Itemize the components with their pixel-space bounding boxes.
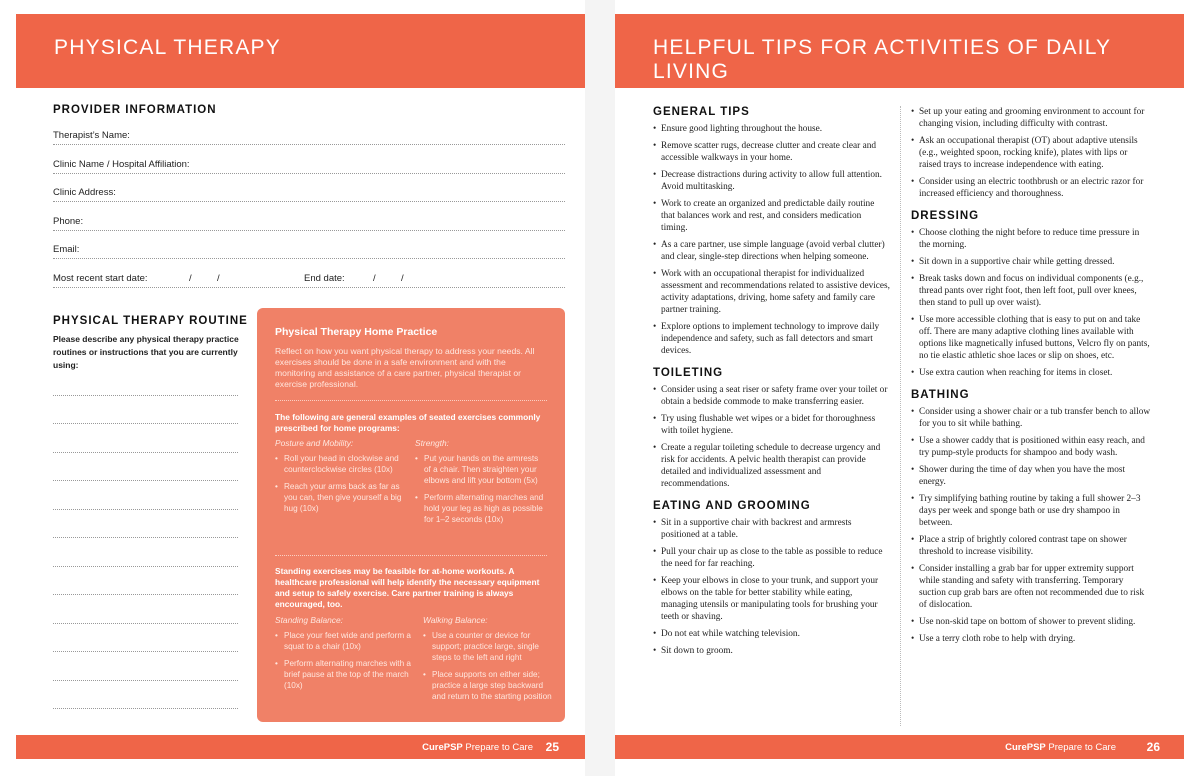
list-item: • Pull your chair up as close to the table as possible to reduce the need for far reaching. [653,546,890,570]
brand-tagline: Prepare to Care [462,742,533,753]
walking-list [423,630,557,708]
general-tips-heading: GENERAL TIPS [653,106,750,118]
brand-name: CurePSP [422,742,463,753]
footer-brand [1005,742,1116,753]
page-25 [0,0,585,776]
list-item: • Put your hands on the armrests of a chair. Then straighten your elbows and lift your bottom (5x) [415,453,547,486]
posture-label: Posture and Mobility: [275,438,354,448]
list-item: • Try simplifying bathing routine by taking a full shower 2–3 days per week and sponge bath or use dry shampoo in between. [911,493,1151,529]
column-divider [900,106,901,726]
list-item: • Set up your eating and grooming environment to account for changing vision, including difficulty with contrast. [911,106,1151,130]
list-item: • Break tasks down and focus on individual components (e.g., thread pants over right foot, then left foot, pull over knees, then stand to pull up over waist). [911,273,1151,309]
field-label: Email: [53,244,80,255]
field-label: Therapist’s Name: [53,130,130,141]
eating-grooming-heading: EATING AND GROOMING [653,500,811,512]
end-date-label: End date: [304,273,345,284]
list-item: • Roll your head in clockwise and counterclockwise circles (10x) [275,453,405,475]
list-item: • Work to create an organized and predictable daily routine that balances work and rest, and considers medication timing. [653,198,890,234]
page-title: PHYSICAL THERAPY [54,36,281,59]
page-number: 26 [1146,740,1160,754]
date-slash: / [373,273,376,284]
list-item: • Place supports on either side; practice a large step backward and return to the starting position [423,669,557,702]
list-item: • Use extra caution when reaching for items in closet. [911,367,1151,379]
list-item: • Consider using a seat riser or safety frame over your toilet or obtain a bedside commode to make transferring easier. [653,384,890,408]
list-item: • Consider installing a grab bar for upper extremity support while standing and safety with transferring. Temporary suction cup grab bars are often not recommended due to risk of dislocation. [911,563,1151,611]
clinic-address-field[interactable] [53,182,565,202]
bathing-heading: BATHING [911,389,970,401]
list-item: • Choose clothing the night before to reduce time pressure in the morning. [911,227,1151,251]
eating-grooming-list [653,517,890,657]
eating-grooming-list-cont [911,106,1151,200]
writing-line[interactable] [53,480,238,481]
list-item: • Try using flushable wet wipes or a bidet for thoroughness with toilet hygiene. [653,413,890,437]
brand-name: CurePSP [1005,742,1046,753]
page-gutter [585,0,615,776]
date-field-row[interactable] [53,268,565,288]
list-item: • Use a terry cloth robe to help with drying. [911,633,1151,645]
general-tips-list [653,123,890,357]
writing-line[interactable] [53,537,238,538]
list-item: • Use non-skid tape on bottom of shower to prevent sliding. [911,616,1151,628]
writing-line[interactable] [53,452,238,453]
tips-column-right [911,106,1151,650]
date-slash: / [401,273,404,284]
list-item: • Decrease distractions during activity to allow full attention. Avoid multitasking. [653,169,890,193]
writing-line[interactable] [53,680,238,681]
writing-line[interactable] [53,651,238,652]
list-item: • Sit down in a supportive chair while getting dressed. [911,256,1151,268]
list-item: • Place a strip of brightly colored contrast tape on shower threshold to increase visibility. [911,534,1151,558]
page-header [615,14,1184,88]
tips-column-left [653,106,890,662]
list-item: • Perform alternating marches with a brief pause at the top of the march (10x) [275,658,411,691]
list-item: • Remove scatter rugs, decrease clutter and create clear and accessible walkways in your home. [653,140,890,164]
list-item: • Keep your elbows in close to your trunk, and support your elbows on the table for better stability while eating, managing utensils or manipulating tools for brushing your teeth or shaving. [653,575,890,623]
standing-list [275,630,411,697]
date-slash: / [189,273,192,284]
strength-label: Strength: [415,438,449,448]
page-header [16,14,585,88]
list-item: • Create a regular toileting schedule to decrease urgency and risk for accidents. A pelvic health therapist can provide detailed and individualized assessment and recommendations. [653,442,890,490]
writing-line[interactable] [53,423,238,424]
routine-heading: PHYSICAL THERAPY ROUTINE [53,315,248,327]
list-item: • Place your feet wide and perform a squat to a chair (10x) [275,630,411,652]
start-date-label: Most recent start date: [53,273,148,284]
posture-list [275,453,405,520]
list-item: • Reach your arms back as far as you can, then give yourself a big hug (10x) [275,481,405,514]
writing-line[interactable] [53,594,238,595]
writing-line[interactable] [53,566,238,567]
list-item: • Sit in a supportive chair with backrest and armrests positioned at a table. [653,517,890,541]
writing-line[interactable] [53,623,238,624]
list-item: • Do not eat while watching television. [653,628,890,640]
list-item: • Perform alternating marches and hold your leg as high as possible for 1–2 seconds (10x) [415,492,547,525]
toileting-heading: TOILETING [653,367,724,379]
dressing-heading: DRESSING [911,210,980,222]
bathing-list [911,406,1151,645]
divider [275,400,547,401]
field-label: Phone: [53,216,84,227]
list-item: • Sit down to groom. [653,645,890,657]
clinic-name-field[interactable] [53,154,565,174]
home-practice-title: Physical Therapy Home Practice [275,326,438,338]
list-item: • Shower during the time of day when you have the most energy. [911,464,1151,488]
field-label: Clinic Name / Hospital Affiliation: [53,159,190,170]
provider-info-heading: PROVIDER INFORMATION [53,104,217,116]
list-item: • Use a counter or device for support; practice large, single steps to the left and right [423,630,557,663]
writing-line[interactable] [53,708,238,709]
writing-line[interactable] [53,509,238,510]
writing-line[interactable] [53,395,238,396]
walking-balance-label: Walking Balance: [423,615,488,625]
list-item: • Explore options to implement technology to improve daily independence and safety, such as fall detectors and smart devices. [653,321,890,357]
standing-heading: Standing exercises may be feasible for at-home workouts. A healthcare professional will help identify the necessary equipment and setup to safely exercise. Care partner training is always encouraged, too. [275,566,540,609]
list-item: • Use more accessible clothing that is easy to put on and take off. There are many adaptive clothing lines available with options like magnetically infused buttons, Velcro fly on pants, no tie elastic athletic shoe laces or slip on shoes, etc. [911,314,1151,362]
therapist-name-field[interactable] [53,125,565,145]
list-item: • Ensure good lighting throughout the house. [653,123,890,135]
routine-description: Please describe any physical therapy practice routines or instructions that you are currently using: [53,334,239,370]
list-item: • Work with an occupational therapist for individualized assessment and recommendations related to assistive devices, activity adaptations, driving, home safety and family care partner training. [653,268,890,316]
brand-tagline: Prepare to Care [1045,742,1116,753]
list-item: • Consider using a shower chair or a tub transfer bench to allow for you to sit while bathing. [911,406,1151,430]
divider [275,555,547,556]
email-field[interactable] [53,239,565,259]
dressing-list [911,227,1151,379]
page-26 [615,0,1200,776]
home-practice-box [257,308,565,722]
footer-brand [422,742,533,753]
list-item: • Use a shower caddy that is positioned within easy reach, and try pump-style products for shampoo and body wash. [911,435,1151,459]
seated-heading: The following are general examples of seated exercises commonly prescribed for home programs: [275,412,541,433]
page-footer [16,735,585,759]
standing-balance-label: Standing Balance: [275,615,343,625]
page-footer [615,735,1184,759]
list-item: • As a care partner, use simple language (avoid verbal clutter) and clear, single-step directions when helping someone. [653,239,890,263]
list-item: • Consider using an electric toothbrush or an electric razor for increased efficiency and thoroughness. [911,176,1151,200]
page-title: HELPFUL TIPS FOR ACTIVITIES OF DAILY LIVING [653,36,1111,83]
field-label: Clinic Address: [53,187,116,198]
strength-list [415,453,547,531]
date-slash: / [217,273,220,284]
list-item: • Ask an occupational therapist (OT) about adaptive utensils (e.g., weighted spoon, rocking knife), plates with lips or raised trays to increase independence with eating. [911,135,1151,171]
home-practice-intro: Reflect on how you want physical therapy to address your needs. All exercises should be done in a safe environment and with the monitoring and assistance of a care partner, physical therapist or exercise professional. [275,346,535,389]
page-number: 25 [545,740,559,754]
toileting-list [653,384,890,490]
phone-field[interactable] [53,211,565,231]
